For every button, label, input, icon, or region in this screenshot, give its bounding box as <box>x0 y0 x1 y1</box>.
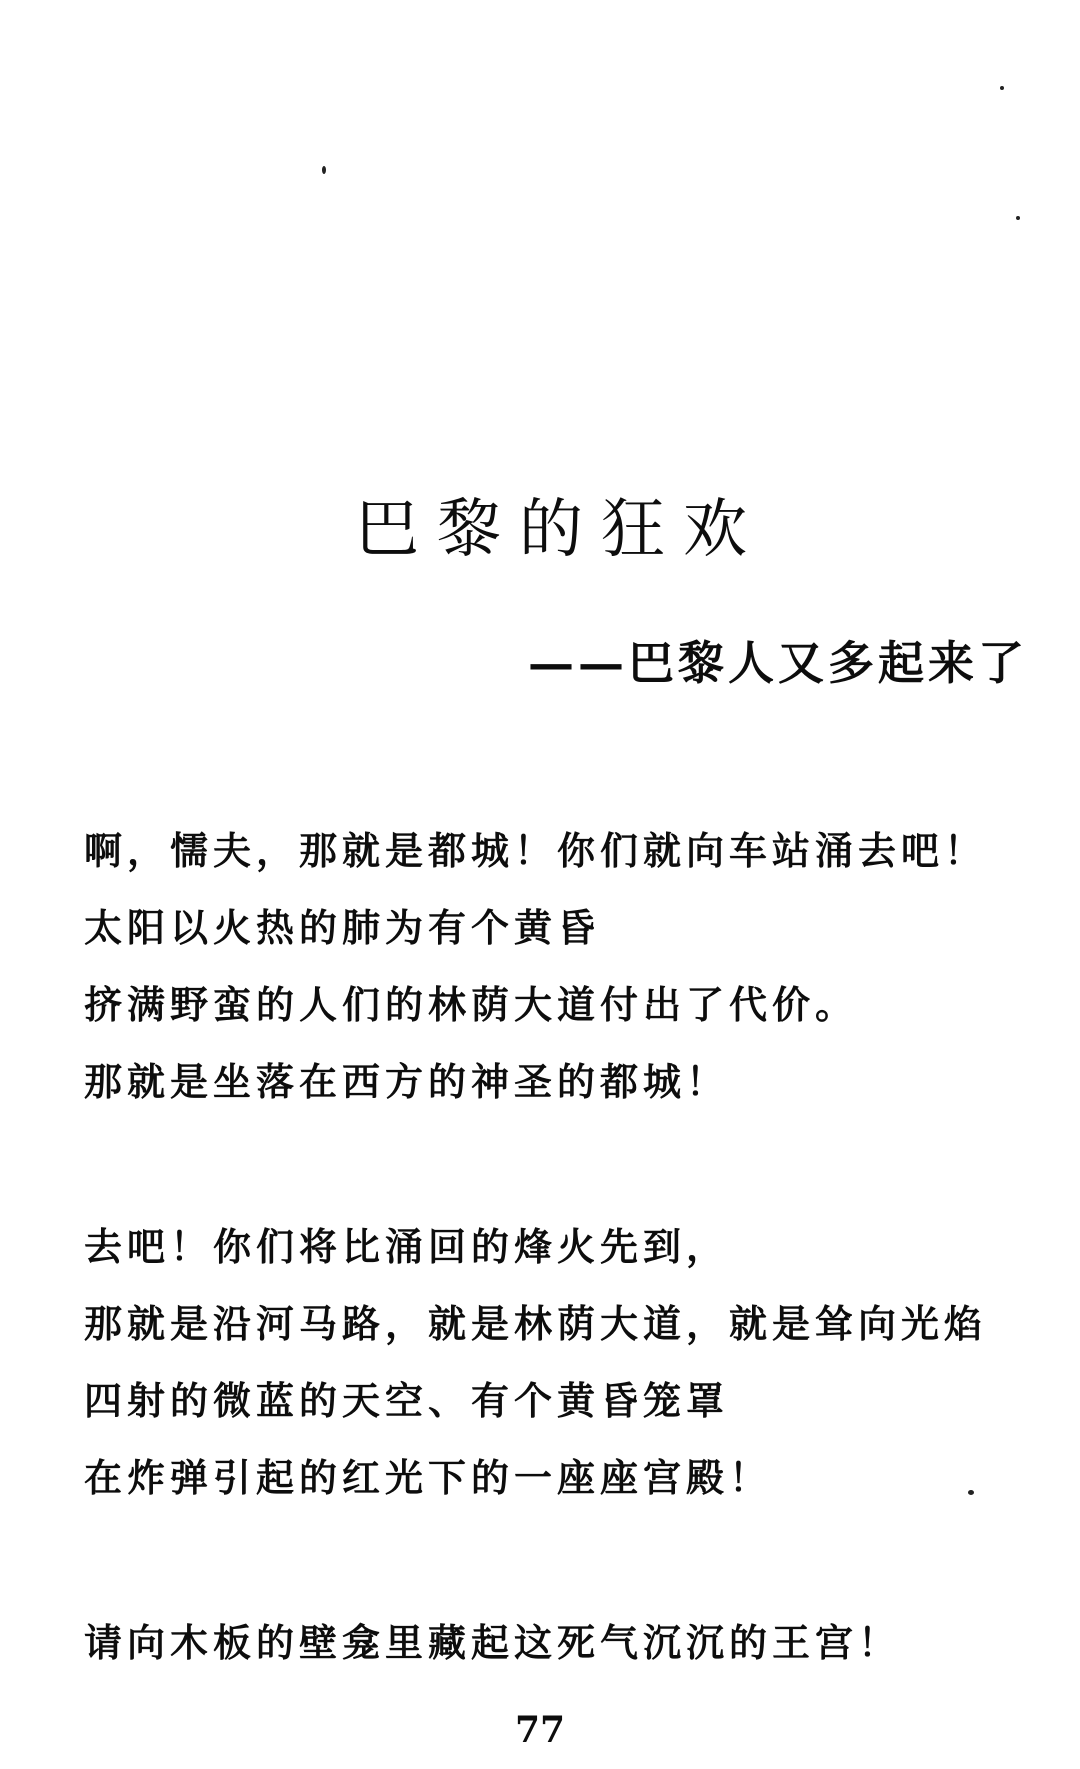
scan-speck <box>1000 86 1004 90</box>
poem-line: 啊，懦夫，那就是都城！你们就向车站涌去吧！ <box>84 828 988 873</box>
poem-subtitle: ——巴黎人又多起来了 <box>528 636 1028 690</box>
stanza <box>84 812 1044 1120</box>
poem-body <box>84 812 1044 1769</box>
page-number: 77 <box>514 1709 566 1751</box>
stanza <box>84 1208 1044 1516</box>
scan-speck <box>322 166 326 174</box>
poem-title: 巴黎的狂欢 <box>355 493 765 567</box>
poem-line: 那就是沿河马路，就是林荫大道，就是耸向光焰 <box>84 1301 988 1346</box>
poem-line: 请向木板的壁龛里藏起这死气沉沉的王宫！ <box>84 1620 902 1665</box>
poem-line: 那就是坐落在西方的神圣的都城！ <box>84 1059 730 1104</box>
scan-speck <box>1016 216 1020 220</box>
poem-line: 四射的微蓝的天空、有个黄昏笼罩 <box>84 1378 730 1423</box>
poem-line: 太阳以火热的肺为有个黄昏 <box>84 905 601 950</box>
poem-line: 去吧！你们将比涌回的烽火先到， <box>84 1224 730 1269</box>
stanza <box>84 1604 1044 1681</box>
poem-line: 挤满野蛮的人们的林荫大道付出了代价。 <box>84 982 859 1027</box>
poem-line: 在炸弹引起的红光下的一座座宫殿！ <box>84 1455 773 1500</box>
